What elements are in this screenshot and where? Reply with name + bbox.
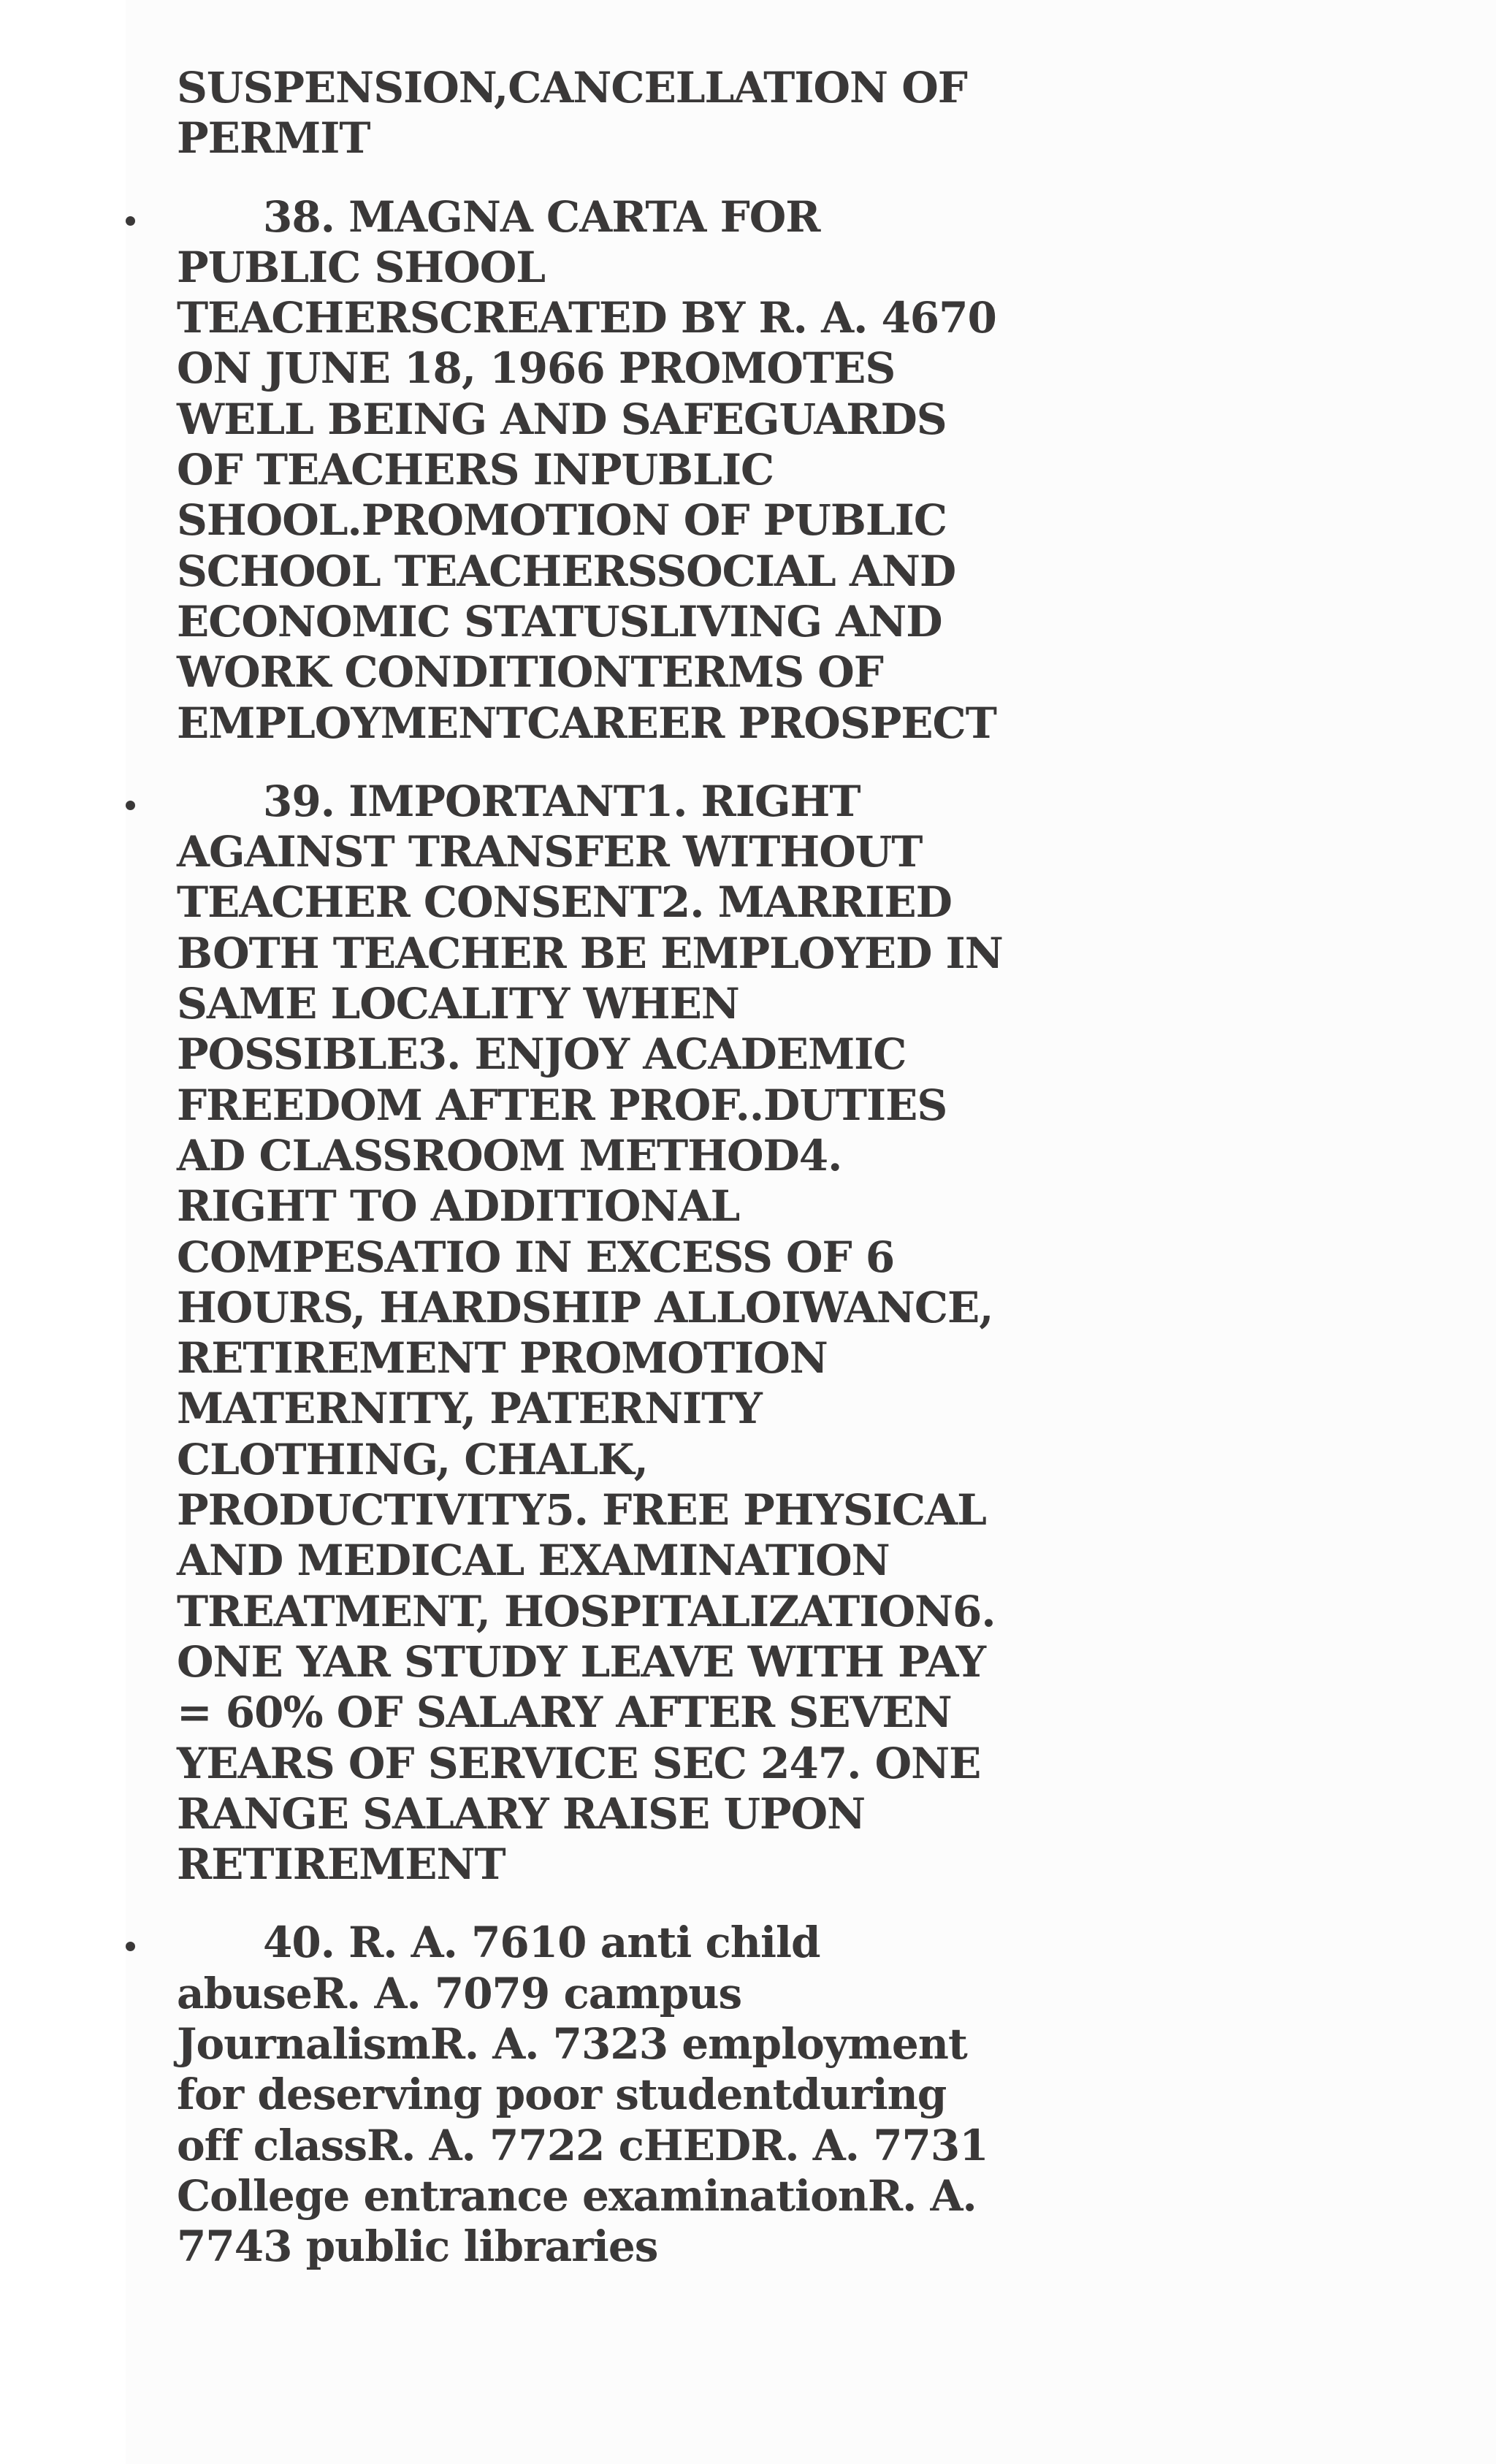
bullet-list bbox=[177, 192, 1010, 2273]
list-item bbox=[177, 1918, 1010, 2272]
list-item bbox=[177, 777, 1010, 1891]
list-item bbox=[177, 192, 1010, 749]
bullet-icon bbox=[126, 216, 135, 226]
bullet-icon bbox=[126, 801, 135, 810]
list-item-text: 40. R. A. 7610 anti child abuseR. A. 7079 campus JournalismR. A. 7323 employment for deserving poor studentduring off classR. A. 7722 cHEDR. A. 7731 College entrance examinationR. A. 7743 public libraries bbox=[177, 1918, 988, 2272]
list-item-text: 38. MAGNA CARTA FOR PUBLIC SHOOL TEACHERSCREATED BY R. A. 4670 ON JUNE 18, 1966 PROMOTES WELL BEING AND SAFEGUARDS OF TEACHERS INPUBLIC SHOOL.PROMOTION OF PUBLIC SCHOOL TEACHERSSOCIAL AND ECONOMIC STATUSLIVING AND WORK CONDITIONTERMS OF EMPLOYMENTCAREER PROSPECT bbox=[177, 191, 996, 748]
continuation-text: SUSPENSION,CANCELLATION OF PERMIT bbox=[177, 63, 967, 164]
document-body bbox=[177, 63, 1010, 2300]
list-item-text: 39. IMPORTANT1. RIGHT AGAINST TRANSFER WITHOUT TEACHER CONSENT2. MARRIED BOTH TEACHER BE EMPLOYED IN SAME LOCALITY WHEN POSSIBLE3. ENJOY ACADEMIC FREEDOM AFTER PROF..DUTIES AD CLASSROOM METHOD4. RIGHT TO ADDITIONAL COMPESATIO IN EXCESS OF 6 HOURS, HARDSHIP ALLOIWANCE, RETIREMENT PROMOTION MATERNITY, PATERNITY CLOTHING, CHALK, PRODUCTIVITY5. FREE PHYSICAL AND MEDICAL EXAMINATION TREATMENT, HOSPITALIZATION6. ONE YAR STUDY LEAVE WITH PAY = 60% OF SALARY AFTER SEVEN YEARS OF SERVICE SEC 247. ONE RANGE SALARY RAISE UPON RETIREMENT bbox=[177, 776, 1003, 1890]
